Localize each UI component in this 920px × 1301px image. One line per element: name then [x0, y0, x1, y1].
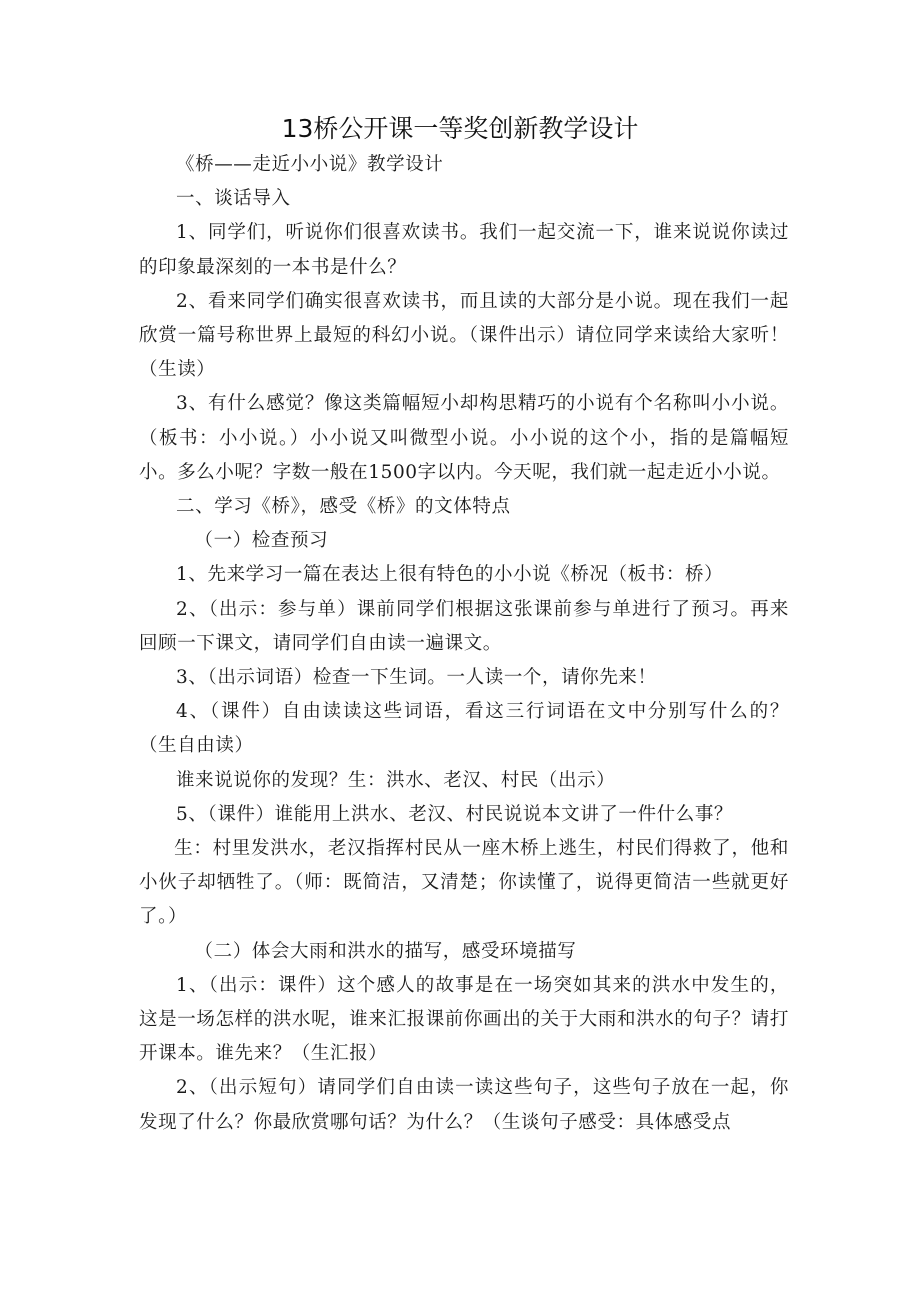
subsection-heading: （一）检查预习	[194, 530, 329, 552]
paragraph: 2、（出示：参与单）课前同学们根据这张课前参与单进行了预习。再来回顾一下课文，请同学们自由读一遍课文。	[139, 598, 789, 654]
paragraph: 3、有什么感觉？像这类篇幅短小却构思精巧的小说有个名称叫小小说。（板书：小小说。）小小说又叫微型小说。小小说的这个小，指的是篇幅短小。多么小呢？字数一般在1500字以内。今天呢，我们就一起走近小小说。	[139, 393, 789, 483]
document-title: 13桥公开课一等奖创新教学设计	[281, 114, 639, 143]
subsection-heading: （二）体会大雨和洪水的描写，感受环境描写	[194, 940, 577, 962]
paragraph: 《桥——走近小小说》教学设计	[176, 154, 444, 175]
paragraph: 1、先来学习一篇在表达上很有特色的小小说《桥况（板书：桥）	[176, 564, 724, 586]
paragraph: 谁来说说你的发现？生：洪水、老汉、村民（出示）	[176, 769, 616, 791]
paragraph: 1、（出示：课件）这个感人的故事是在一场突如其来的洪水中发生的，这是一场怎样的洪水呢，谁来汇报课前你画出的关于大雨和洪水的句子？请打开课本。谁先来？（生汇报）	[139, 974, 789, 1065]
section-heading: 二、学习《桥》，感受《桥》的文体特点	[176, 496, 511, 518]
paragraph: 2、（出示短句）请同学们自由读一读这些句子，这些句子放在一起，你发现了什么？你最欣赏哪句话？为什么？（生谈句子感受：具体感受点	[139, 1077, 789, 1133]
paragraph: 3、（出示词语）检查一下生词。一人读一个，请你先来！	[176, 667, 657, 689]
paragraph: 生：村里发洪水，老汉指挥村民从一座木桥上逃生，村民们得救了，他和小伙子却牺牲了。（师：既简洁，又清楚；你读懂了，说得更简洁一些就更好了。）	[139, 838, 789, 928]
document-body	[139, 148, 789, 1140]
paragraph: 一、谈话导入	[176, 188, 291, 210]
paragraph: 5、（课件）谁能用上洪水、老汉、村民说说本文讲了一件什么事？	[176, 803, 734, 825]
paragraph: 2、看来同学们确实很喜欢读书，而且读的大部分是小说。现在我们一起欣赏一篇号称世界上最短的科幻小说。（课件出示）请位同学来读给大家听！（生读）	[139, 290, 789, 381]
paragraph: 1、同学们，听说你们很喜欢读书。我们一起交流一下，谁来说说你读过的印象最深刻的一本书是什么？	[139, 222, 789, 278]
paragraph: 4、（课件）自由读读这些词语，看这三行词语在文中分别写什么的？（生自由读）	[139, 701, 789, 757]
